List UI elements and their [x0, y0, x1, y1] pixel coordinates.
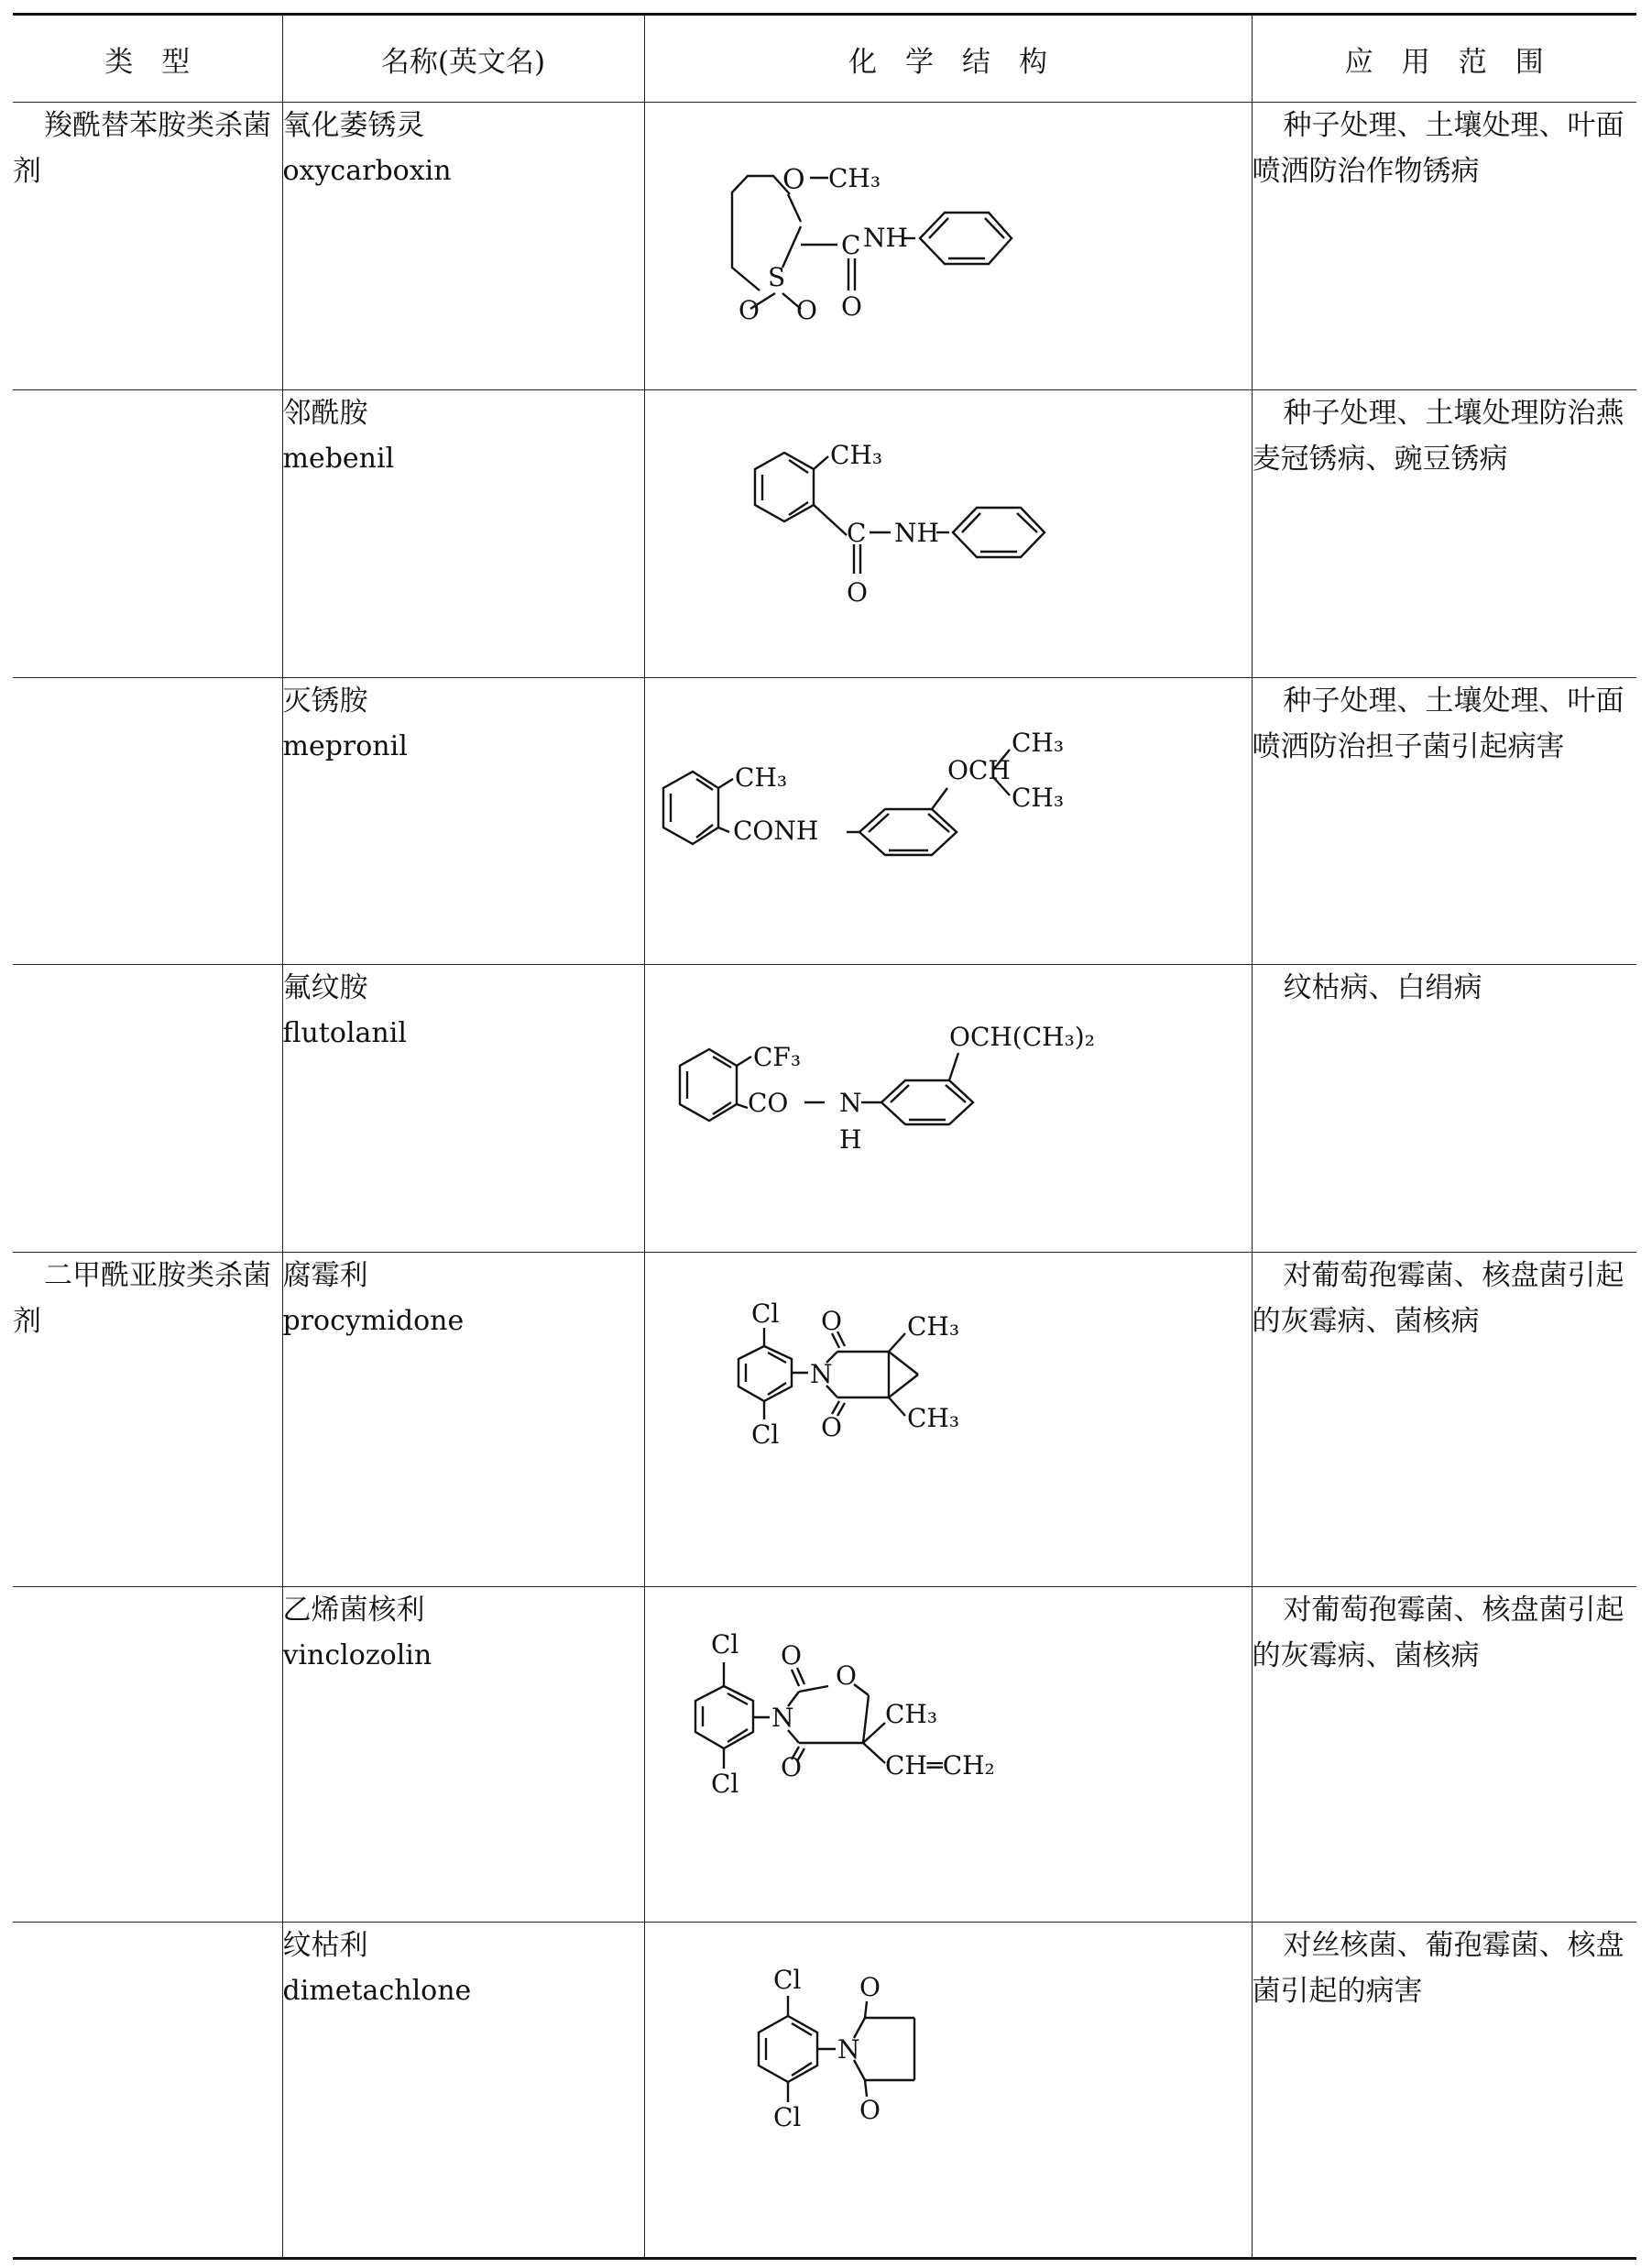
header-type: 类 型 — [13, 15, 282, 103]
structure-cell — [644, 1587, 1252, 1923]
table-row — [13, 965, 1636, 1253]
structure-dimetachlone — [645, 1923, 1253, 2257]
name-cn: 灭锈胺 — [282, 684, 368, 718]
table-row — [13, 390, 1636, 678]
structure-procymidone — [645, 1253, 1253, 1586]
svg-text:O: O — [780, 1640, 802, 1671]
svg-text:N: N — [809, 1358, 832, 1389]
application-cell: 纹枯病、白绢病 — [1252, 965, 1636, 1253]
name-cn: 乙烯菌核利 — [282, 1594, 425, 1627]
name-cell — [282, 677, 644, 965]
application-cell: 对葡萄孢霉菌、核盘菌引起的灰霉病、菌核病 — [1252, 1587, 1636, 1923]
table-row — [13, 103, 1636, 390]
svg-text:CH₃: CH₃ — [884, 1699, 937, 1730]
name-cell — [282, 1252, 644, 1587]
svg-text:H: H — [838, 1124, 861, 1156]
application-cell: 对葡萄孢霉菌、核盘菌引起的灰霉病、菌核病 — [1252, 1252, 1636, 1587]
structure-vinclozolin — [645, 1587, 1253, 1921]
name-en: dimetachlone — [282, 1975, 472, 2008]
svg-text:O: O — [820, 1305, 842, 1336]
svg-text:Cl: Cl — [710, 1629, 738, 1660]
table-row — [13, 1252, 1636, 1587]
name-cell — [282, 390, 644, 678]
svg-text:Cl: Cl — [710, 1769, 738, 1800]
svg-text:Cl: Cl — [750, 1419, 779, 1450]
application-cell: 对丝核菌、葡孢霉菌、核盘菌引起的病害 — [1252, 1923, 1636, 2259]
svg-text:O: O — [780, 1752, 802, 1783]
svg-text:S: S — [767, 262, 785, 293]
structure-labels — [748, 1022, 1095, 1155]
svg-text:CF₃: CF₃ — [752, 1042, 801, 1073]
name-en: flutolanil — [282, 1017, 407, 1050]
table-row — [13, 1923, 1636, 2259]
svg-text:CONH: CONH — [732, 815, 818, 846]
category-cell — [13, 390, 282, 678]
structure-cell — [644, 1252, 1252, 1587]
svg-text:N: N — [838, 1088, 861, 1119]
structure-mepronil — [645, 678, 1253, 964]
structure-cell — [644, 103, 1252, 390]
svg-text:Cl: Cl — [772, 1965, 801, 1996]
table-row — [13, 677, 1636, 965]
svg-text:CH₃: CH₃ — [734, 761, 787, 793]
structure-labels — [751, 1298, 959, 1450]
structure-mebenil — [645, 390, 1253, 676]
structure-oxycarboxin — [645, 103, 1253, 389]
category-cell — [13, 965, 282, 1253]
structure-labels — [733, 728, 1064, 846]
structure-flutolanil — [645, 965, 1253, 1251]
name-cell — [282, 965, 644, 1253]
svg-text:CH₃: CH₃ — [1011, 782, 1064, 813]
category-cell — [13, 1923, 282, 2259]
svg-text:NH: NH — [893, 518, 939, 548]
svg-text:C: C — [840, 230, 860, 261]
svg-text:CH₃: CH₃ — [827, 163, 881, 194]
svg-text:O: O — [840, 291, 862, 323]
table-row — [13, 1587, 1636, 1923]
application-cell: 种子处理、土壤处理、叶面喷洒防治担子菌引起病害 — [1252, 677, 1636, 965]
svg-text:Cl: Cl — [772, 2102, 801, 2133]
header-application: 应 用 范 围 — [1252, 15, 1636, 103]
svg-text:C: C — [846, 518, 866, 548]
svg-text:O: O — [782, 164, 805, 197]
svg-text:O: O — [859, 1972, 881, 2003]
category-cell — [13, 677, 282, 965]
svg-text:O: O — [795, 295, 817, 326]
name-en: mebenil — [282, 443, 395, 475]
name-en: procymidone — [282, 1304, 465, 1337]
svg-text:Cl: Cl — [750, 1298, 779, 1329]
name-cell — [282, 103, 644, 390]
svg-text:O: O — [859, 2095, 881, 2126]
category-cell: 二甲酰亚胺类杀菌剂 — [13, 1252, 282, 1587]
svg-text:OCH(CH₃)₂: OCH(CH₃)₂ — [948, 1022, 1095, 1053]
application-cell: 种子处理、土壤处理、叶面喷洒防治作物锈病 — [1252, 103, 1636, 390]
header-row — [13, 15, 1636, 103]
category-cell: 羧酰替苯胺类杀菌剂 — [13, 103, 282, 390]
svg-text:O: O — [835, 1660, 857, 1692]
svg-text:N: N — [771, 1703, 793, 1734]
category-cell — [13, 1587, 282, 1923]
svg-text:CH₃: CH₃ — [906, 1310, 959, 1342]
svg-text:CH═CH₂: CH═CH₂ — [884, 1750, 995, 1781]
svg-text:CH₃: CH₃ — [829, 440, 882, 470]
svg-text:N: N — [837, 2034, 859, 2065]
application-cell: 种子处理、土壤处理防治燕麦冠锈病、豌豆锈病 — [1252, 390, 1636, 678]
header-structure: 化 学 结 构 — [644, 15, 1252, 103]
name-cell — [282, 1923, 644, 2259]
name-cell — [282, 1587, 644, 1923]
svg-text:OCH: OCH — [946, 754, 1011, 785]
structure-labels — [830, 440, 939, 608]
structure-cell — [644, 390, 1252, 678]
name-cn: 纹枯利 — [282, 1929, 368, 1963]
name-en: mepronil — [282, 729, 408, 762]
svg-text:NH: NH — [862, 223, 908, 254]
svg-text:O: O — [820, 1411, 842, 1442]
svg-text:CO: CO — [747, 1088, 788, 1119]
svg-text:O: O — [846, 577, 868, 608]
header-name: 名称(英文名) — [282, 15, 644, 103]
svg-text:CH₃: CH₃ — [906, 1402, 959, 1433]
structure-cell — [644, 965, 1252, 1253]
fungicide-table — [13, 13, 1636, 2260]
name-en: vinclozolin — [282, 1639, 432, 1672]
structure-cell — [644, 677, 1252, 965]
name-en: oxycarboxin — [282, 155, 452, 188]
svg-text:O: O — [738, 295, 760, 326]
name-cn: 腐霉利 — [282, 1258, 368, 1292]
structure-cell — [644, 1923, 1252, 2259]
svg-text:CH₃: CH₃ — [1011, 727, 1064, 758]
name-cn: 氧化萎锈灵 — [282, 109, 425, 143]
name-cn: 氟纹胺 — [282, 971, 368, 1005]
name-cn: 邻酰胺 — [282, 397, 368, 430]
